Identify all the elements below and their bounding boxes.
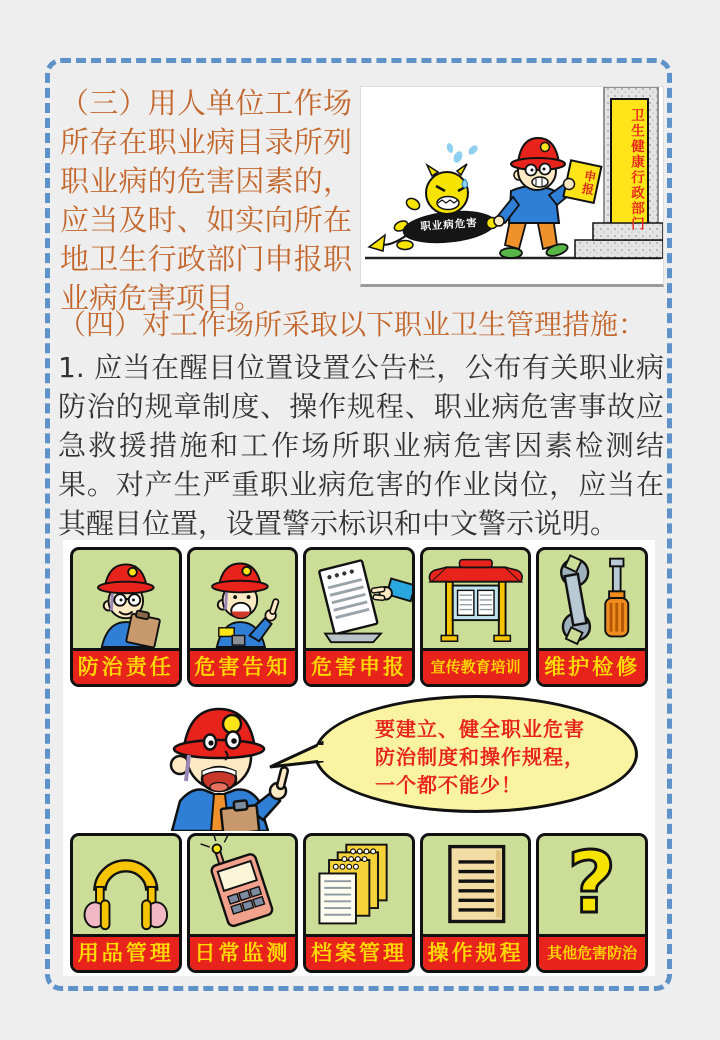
monster-body-label: 职业病危害 (419, 217, 479, 233)
panel-label: 危害申报 (306, 648, 412, 684)
panel-daily-monitoring (187, 833, 299, 973)
panel-label: 危害告知 (190, 648, 296, 684)
poster-middle-strip (70, 687, 648, 833)
panel-label: 宣传教育培训 (423, 648, 529, 684)
hand-document-icon (306, 550, 412, 648)
management-measures-poster (63, 540, 655, 976)
panel-label: 防治责任 (73, 648, 179, 684)
section-four-paragraph: 1. 应当在醒目位置设置公告栏，公布有关职业病防治的规章制度、操作规程、职业病危害事故应急救援措施和工作场所职业病危害因素检测结果。对产生严重职业病危害的作业岗位，应当在其醒目位置，设置警示标识和中文警示说明。 (58, 351, 664, 540)
monitoring-device-icon (190, 836, 296, 934)
panel-maintenance (536, 547, 648, 687)
panel-label: 操作规程 (423, 934, 529, 970)
speech-bubble-tail-icon (268, 739, 324, 775)
panel-label: 档案管理 (306, 934, 412, 970)
panel-label: 日常监测 (190, 934, 296, 970)
speech-bubble (314, 695, 638, 813)
section-three (60, 84, 664, 318)
panel-education-training (420, 547, 532, 687)
question-mark-icon (539, 836, 645, 934)
panel-equipment-management (70, 833, 182, 973)
panel-prevention-responsibility (70, 547, 182, 687)
speech-line: 要建立、健全职业危害 (375, 717, 585, 741)
worker-announcing-icon (190, 550, 296, 648)
document-files-icon (306, 836, 412, 934)
section-three-paragraph: （三）用人单位工作场所存在职业病目录所列职业病的危害因素的，应当及时、如实向所在地卫生行政部门申报职业病危害项目。 (60, 86, 352, 315)
svg-text:?: ? (567, 836, 617, 932)
ear-protection-icon (73, 836, 179, 934)
section-four-heading: （四）对工作场所采取以下职业卫生管理措施： (58, 308, 647, 341)
speech-line: 一个都不能少！ (375, 773, 522, 797)
panel-label: 其他危害防治 (539, 934, 645, 970)
speech-line: 防治制度和操作规程， (375, 745, 585, 769)
poster-top-row (70, 547, 648, 687)
panel-hazard-notification (187, 547, 299, 687)
panel-operating-procedures (420, 833, 532, 973)
health-admin-sign-label: 卫生健康行政部门 (628, 108, 644, 232)
declaration-paper-label: 申报 (579, 168, 598, 197)
procedure-document-icon (423, 836, 529, 934)
hazard-report-cartoon (360, 86, 664, 287)
panel-label: 维护检修 (539, 648, 645, 684)
wrench-screwdriver-icon (539, 550, 645, 648)
panel-archives-management (303, 833, 415, 973)
panel-other-hazards (536, 833, 648, 973)
panel-label: 用品管理 (73, 934, 179, 970)
worker-clipboard-icon (73, 550, 179, 648)
poster-bottom-row (70, 833, 648, 973)
bulletin-board-icon (423, 550, 529, 648)
panel-hazard-declaration (303, 547, 415, 687)
